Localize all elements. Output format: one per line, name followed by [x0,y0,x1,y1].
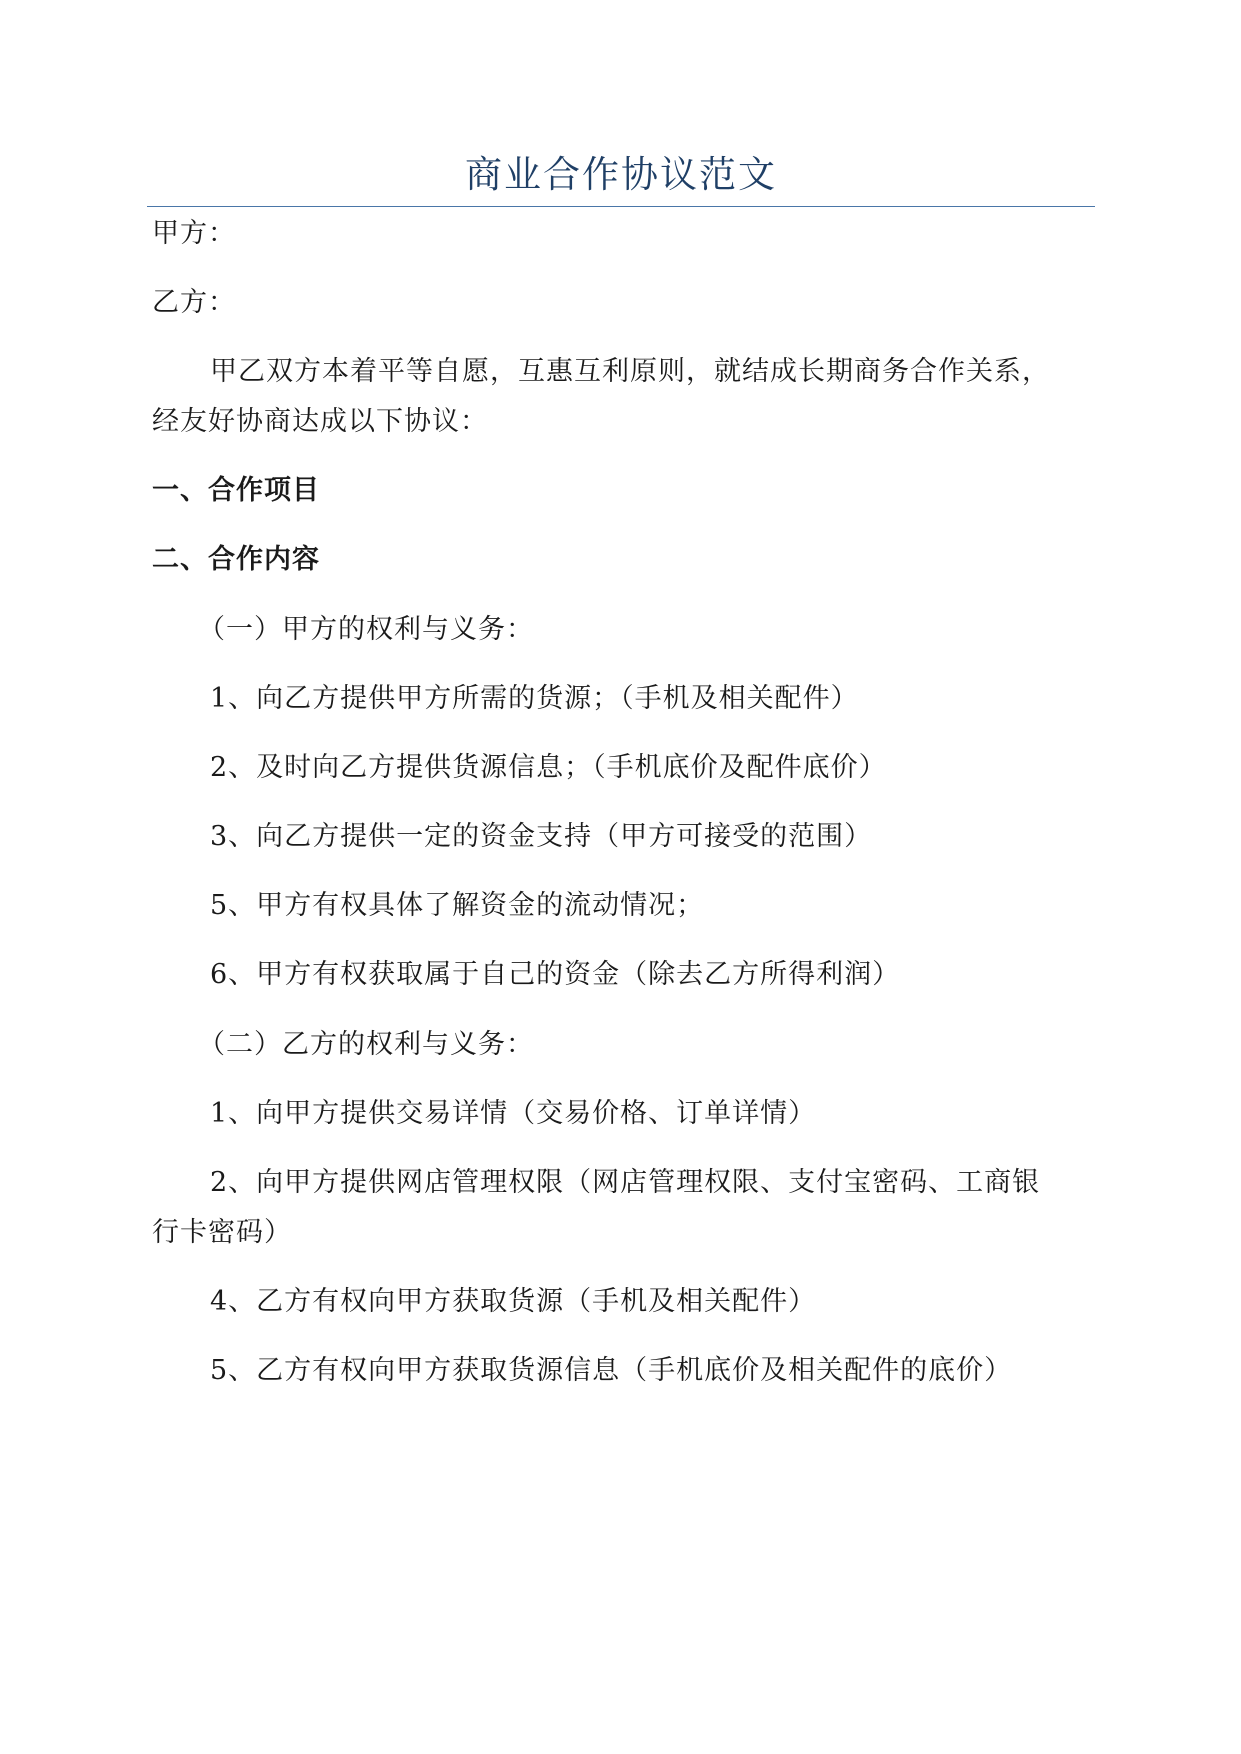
intro-paragraph-line-1: 甲乙双方本着平等自愿，互惠互利原则，就结成长期商务合作关系， [210,356,1050,387]
party-a-label: 甲方： [152,218,236,249]
party-b-item-continuation: 行卡密码） [152,1217,292,1248]
party-a-item: 2、及时向乙方提供货源信息；（手机底价及配件底价） [210,752,887,783]
party-a-item: 6、甲方有权获取属于自己的资金（除去乙方所得利润） [210,959,901,990]
party-b-item: 2、向甲方提供网店管理权限（网店管理权限、支付宝密码、工商银 [210,1167,1041,1198]
party-a-item: 5、甲方有权具体了解资金的流动情况； [210,890,705,921]
section-heading-cooperation-project: 一、合作项目 [152,475,320,506]
party-b-label: 乙方： [152,287,236,318]
document-title: 商业合作协议范文 [465,153,777,196]
party-a-item: 1、向乙方提供甲方所需的货源；（手机及相关配件） [210,683,859,714]
party-b-item: 1、向甲方提供交易详情（交易价格、订单详情） [210,1098,817,1129]
subsection-party-b-title: （二）乙方的权利与义务： [198,1029,534,1060]
party-a-item: 3、向乙方提供一定的资金支持（甲方可接受的范围） [210,821,873,852]
title-divider [147,206,1095,207]
party-b-item: 4、乙方有权向甲方获取货源（手机及相关配件） [210,1286,817,1317]
subsection-party-a-title: （一）甲方的权利与义务： [198,614,534,645]
party-b-item: 5、乙方有权向甲方获取货源信息（手机底价及相关配件的底价） [210,1355,1013,1386]
intro-paragraph-line-2: 经友好协商达成以下协议： [152,406,488,437]
section-heading-cooperation-content: 二、合作内容 [152,544,320,575]
